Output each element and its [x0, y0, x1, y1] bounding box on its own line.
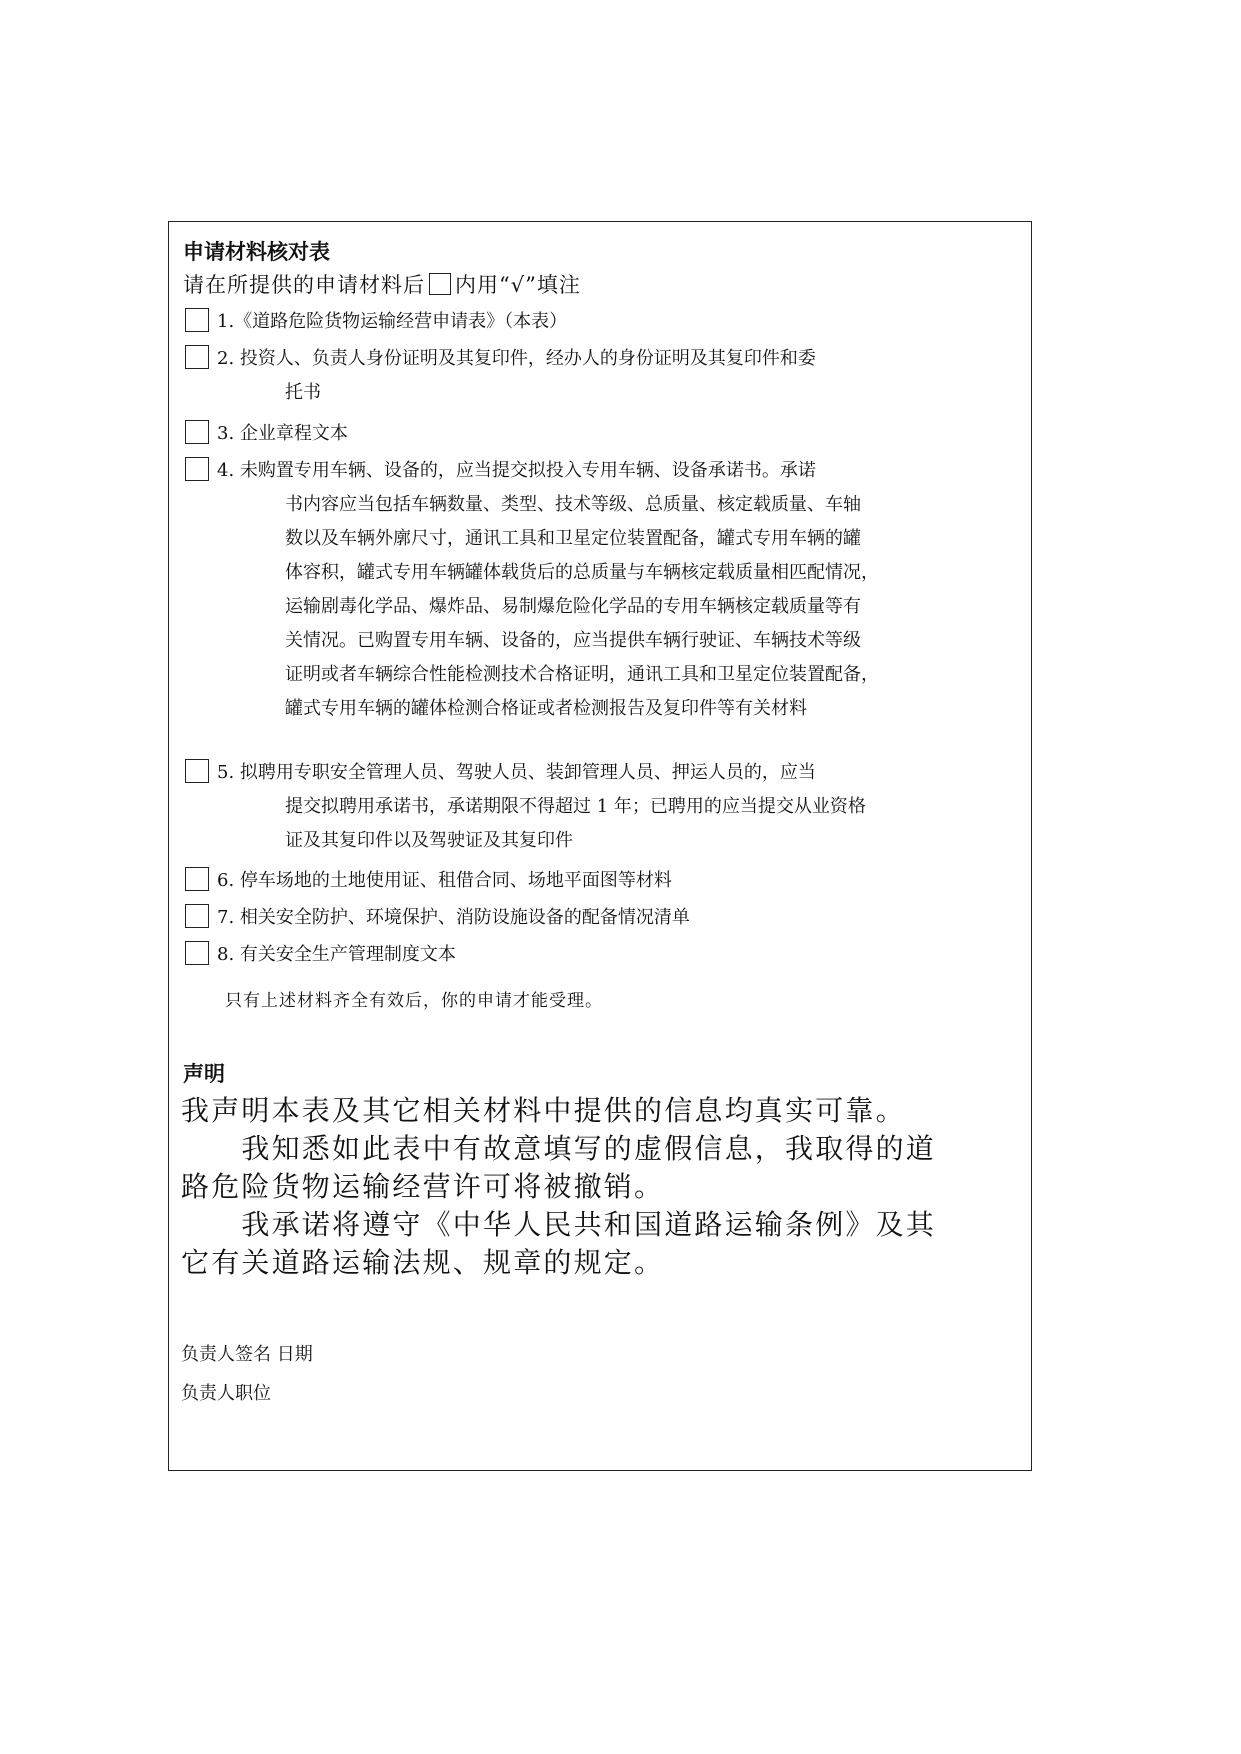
item-4-line-7: 证明或者车辆综合性能检测技术合格证明，通讯工具和卫星定位装置配备， — [285, 664, 879, 685]
item-8-line-1: 8. 有关安全生产管理制度文本 — [217, 944, 456, 965]
item-5-line-1: 5. 拟聘用专职安全管理人员、驾驶人员、装卸管理人员、押运人员的，应当 — [217, 762, 816, 783]
declaration-title: 声明 — [183, 1062, 225, 1086]
item-5-line-2: 提交拟聘用承诺书，承诺期限不得超过 1 年；已聘用的应当提交从业资格 — [285, 796, 866, 817]
checkbox-item-7[interactable] — [185, 904, 209, 928]
checkbox-item-2[interactable] — [185, 345, 209, 369]
item-2-line-2: 托书 — [285, 382, 321, 403]
item-4-line-6: 关情况。已购置专用车辆、设备的，应当提供车辆行驶证、车辆技术等级 — [285, 630, 861, 651]
item-6-line-1: 6. 停车场地的土地使用证、租借合同、场地平面图等材料 — [217, 870, 672, 891]
application-form-frame — [168, 221, 1032, 1471]
declaration-line-3: 路危险货物运输经营许可将被撤销。 — [181, 1170, 665, 1203]
checkbox-sample-icon — [429, 273, 451, 295]
checkbox-item-4[interactable] — [185, 457, 209, 481]
item-4-line-1: 4. 未购置专用车辆、设备的，应当提交拟投入专用车辆、设备承诺书。承诺 — [217, 460, 816, 481]
item-2-line-1: 2. 投资人、负责人身份证明及其复印件，经办人的身份证明及其复印件和委 — [217, 348, 816, 369]
declaration-line-1: 我声明本表及其它相关材料中提供的信息均真实可靠。 — [181, 1094, 906, 1127]
instruction-before: 请在所提供的申请材料后 — [183, 273, 425, 297]
item-4-line-4: 体容积，罐式专用车辆罐体载货后的总质量与车辆核定载质量相匹配情况， — [285, 562, 879, 583]
checkbox-item-3[interactable] — [185, 420, 209, 444]
checkbox-item-6[interactable] — [185, 867, 209, 891]
item-5-line-3: 证及其复印件以及驾驶证及其复印件 — [285, 830, 573, 851]
declaration-line-4: 我承诺将遵守《中华人民共和国道路运输条例》及其 — [181, 1208, 937, 1241]
item-4-line-5: 运输剧毒化学品、爆炸品、易制爆危险化学品的专用车辆核定载质量等有 — [285, 596, 861, 617]
item-4-line-2: 书内容应当包括车辆数量、类型、技术等级、总质量、核定载质量、车轴 — [285, 494, 861, 515]
item-4-line-8: 罐式专用车辆的罐体检测合格证或者检测报告及复印件等有关材料 — [285, 698, 807, 719]
item-4-line-3: 数以及车辆外廓尺寸，通讯工具和卫星定位装置配备，罐式专用车辆的罐 — [285, 528, 861, 549]
position-label: 负责人职位 — [181, 1383, 271, 1404]
item-3-line-1: 3. 企业章程文本 — [217, 423, 348, 444]
checkbox-item-1[interactable] — [185, 308, 209, 332]
item-1-line-1: 1.《道路危险货物运输经营申请表》（本表） — [217, 311, 568, 332]
checkbox-item-5[interactable] — [185, 759, 209, 783]
declaration-line-2: 我知悉如此表中有故意填写的虚假信息，我取得的道 — [181, 1132, 937, 1165]
item-7-line-1: 7. 相关安全防护、环境保护、消防设施设备的配备情况清单 — [217, 907, 690, 928]
declaration-line-5: 它有关道路运输法规、规章的规定。 — [181, 1246, 665, 1279]
checklist-title: 申请材料核对表 — [183, 240, 330, 264]
checkbox-item-8[interactable] — [185, 941, 209, 965]
signature-date-label: 负责人签名 日期 — [181, 1344, 313, 1365]
instruction-after: 内用“√”填注 — [455, 273, 581, 297]
checklist-instruction — [183, 270, 581, 300]
checklist-note: 只有上述材料齐全有效后，你的申请才能受理。 — [225, 991, 603, 1011]
